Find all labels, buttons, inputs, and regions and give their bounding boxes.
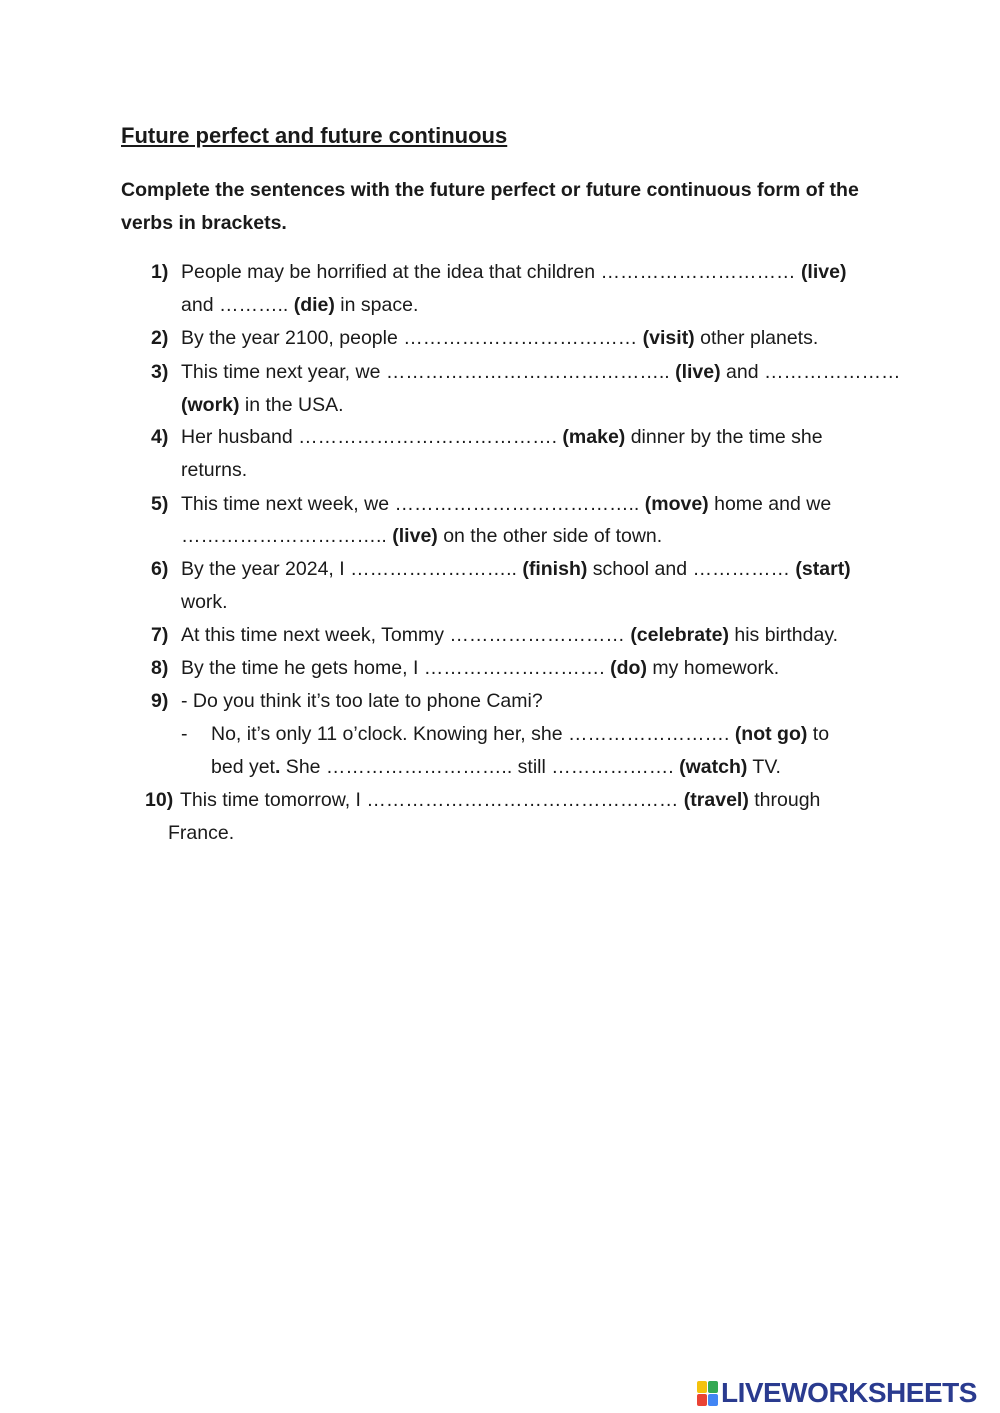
- sentence-text: and ………..: [181, 294, 294, 316]
- verb-hint: (celebrate): [630, 624, 729, 646]
- sentence-text: This time next week, we ………………………………..: [181, 493, 645, 515]
- verb-hint: (start): [795, 558, 851, 580]
- page-title: Future perfect and future continuous: [121, 123, 508, 148]
- verb-hint: (work): [181, 394, 240, 416]
- sentence-text: bed yet: [211, 756, 275, 778]
- item-number: 3): [151, 361, 169, 383]
- exercise-line: [181, 685, 881, 718]
- sentence-text: his birthday.: [728, 624, 839, 646]
- liveworksheets-logo: [697, 1375, 977, 1411]
- logo-text: LIVEWORKSHEETS: [721, 1377, 977, 1408]
- sentence-text: This time next year, we ……………………………………..: [181, 361, 676, 383]
- sentence-text: By the time he gets home, I ……………………….: [181, 657, 611, 679]
- sentence-text: dinner by the time she: [625, 426, 823, 448]
- exercise-line: [181, 553, 881, 586]
- sentence-text: returns.: [181, 459, 248, 481]
- sentence-text: …………………………..: [181, 525, 393, 547]
- verb-hint: (travel): [683, 789, 749, 811]
- exercise-line: [181, 356, 901, 389]
- exercise-line: [181, 256, 881, 289]
- sentence-text: She ……………………….. still ……………….: [280, 756, 680, 778]
- sentence-text: to: [807, 723, 830, 745]
- reply-dash: -: [181, 723, 188, 745]
- exercise-line: [181, 289, 881, 322]
- sentence-text: - Do you think it’s too late to phone Cami?: [181, 690, 543, 712]
- sentence-text: other planets.: [694, 327, 819, 349]
- sentence-text: work.: [181, 591, 228, 613]
- verb-hint: (not go): [734, 723, 808, 745]
- exercise-line: [181, 619, 881, 652]
- exercise-line: [181, 454, 881, 487]
- sentence-text: in the USA.: [239, 394, 344, 416]
- sentence-text: in space.: [334, 294, 419, 316]
- sentence-text: through: [748, 789, 821, 811]
- exercise-line: [211, 718, 911, 751]
- item-number: 10): [145, 789, 174, 811]
- sentence-text: By the year 2024, I ……………………..: [181, 558, 523, 580]
- sentence-text: school and ……………: [587, 558, 796, 580]
- sentence-text: TV.: [747, 756, 781, 778]
- sentence-text: home and we: [708, 493, 832, 515]
- sentence-text: and …………………: [720, 361, 901, 383]
- verb-hint: (move): [644, 493, 709, 515]
- item-number: 2): [151, 327, 169, 349]
- item-number: 5): [151, 493, 169, 515]
- exercise-line: [181, 421, 881, 454]
- exercise-line: [211, 751, 911, 784]
- exercise-line: [180, 784, 880, 817]
- verb-hint: (die): [293, 294, 335, 316]
- verb-hint: (make): [562, 426, 626, 448]
- exercise-line: [181, 322, 881, 355]
- exercise-line: [181, 652, 881, 685]
- sentence-text: By the year 2100, people ………………………………: [181, 327, 643, 349]
- item-number: 7): [151, 624, 169, 646]
- sentence-text: .: [274, 756, 281, 778]
- verb-hint: (live): [392, 525, 438, 547]
- exercise-line: [181, 586, 881, 619]
- verb-hint: (live): [800, 261, 847, 283]
- verb-hint: (live): [675, 361, 721, 383]
- instructions: Complete the sentences with the future perfect or future continuous form of the verbs in brackets.: [121, 179, 859, 234]
- sentence-text: At this time next week, Tommy ………………………: [181, 624, 631, 646]
- sentence-text: France.: [168, 822, 235, 844]
- logo-blocks-icon: [697, 1380, 719, 1406]
- sentence-text: my homework.: [646, 657, 780, 679]
- sentence-text: on the other side of town.: [437, 525, 663, 547]
- exercise-line: [181, 520, 881, 553]
- sentence-text: People may be horrified at the idea that children …………………………: [181, 261, 801, 283]
- item-number: 1): [151, 261, 169, 283]
- sentence-text: This time tomorrow, I …………………………………………: [180, 789, 684, 811]
- sentence-text: No, it’s only 11 o’clock. Knowing her, she …………………….: [211, 723, 735, 745]
- verb-hint: (watch): [679, 756, 748, 778]
- item-number: 6): [151, 558, 169, 580]
- exercise-line: [181, 488, 881, 521]
- verb-hint: (visit): [642, 327, 695, 349]
- verb-hint: (do): [610, 657, 647, 679]
- verb-hint: (finish): [522, 558, 588, 580]
- exercise-line: [168, 817, 868, 850]
- sentence-text: Her husband ………………………………….: [181, 426, 563, 448]
- item-number: 8): [151, 657, 169, 679]
- item-number: 9): [151, 690, 169, 712]
- exercise-line: [181, 389, 881, 422]
- item-number: 4): [151, 426, 169, 448]
